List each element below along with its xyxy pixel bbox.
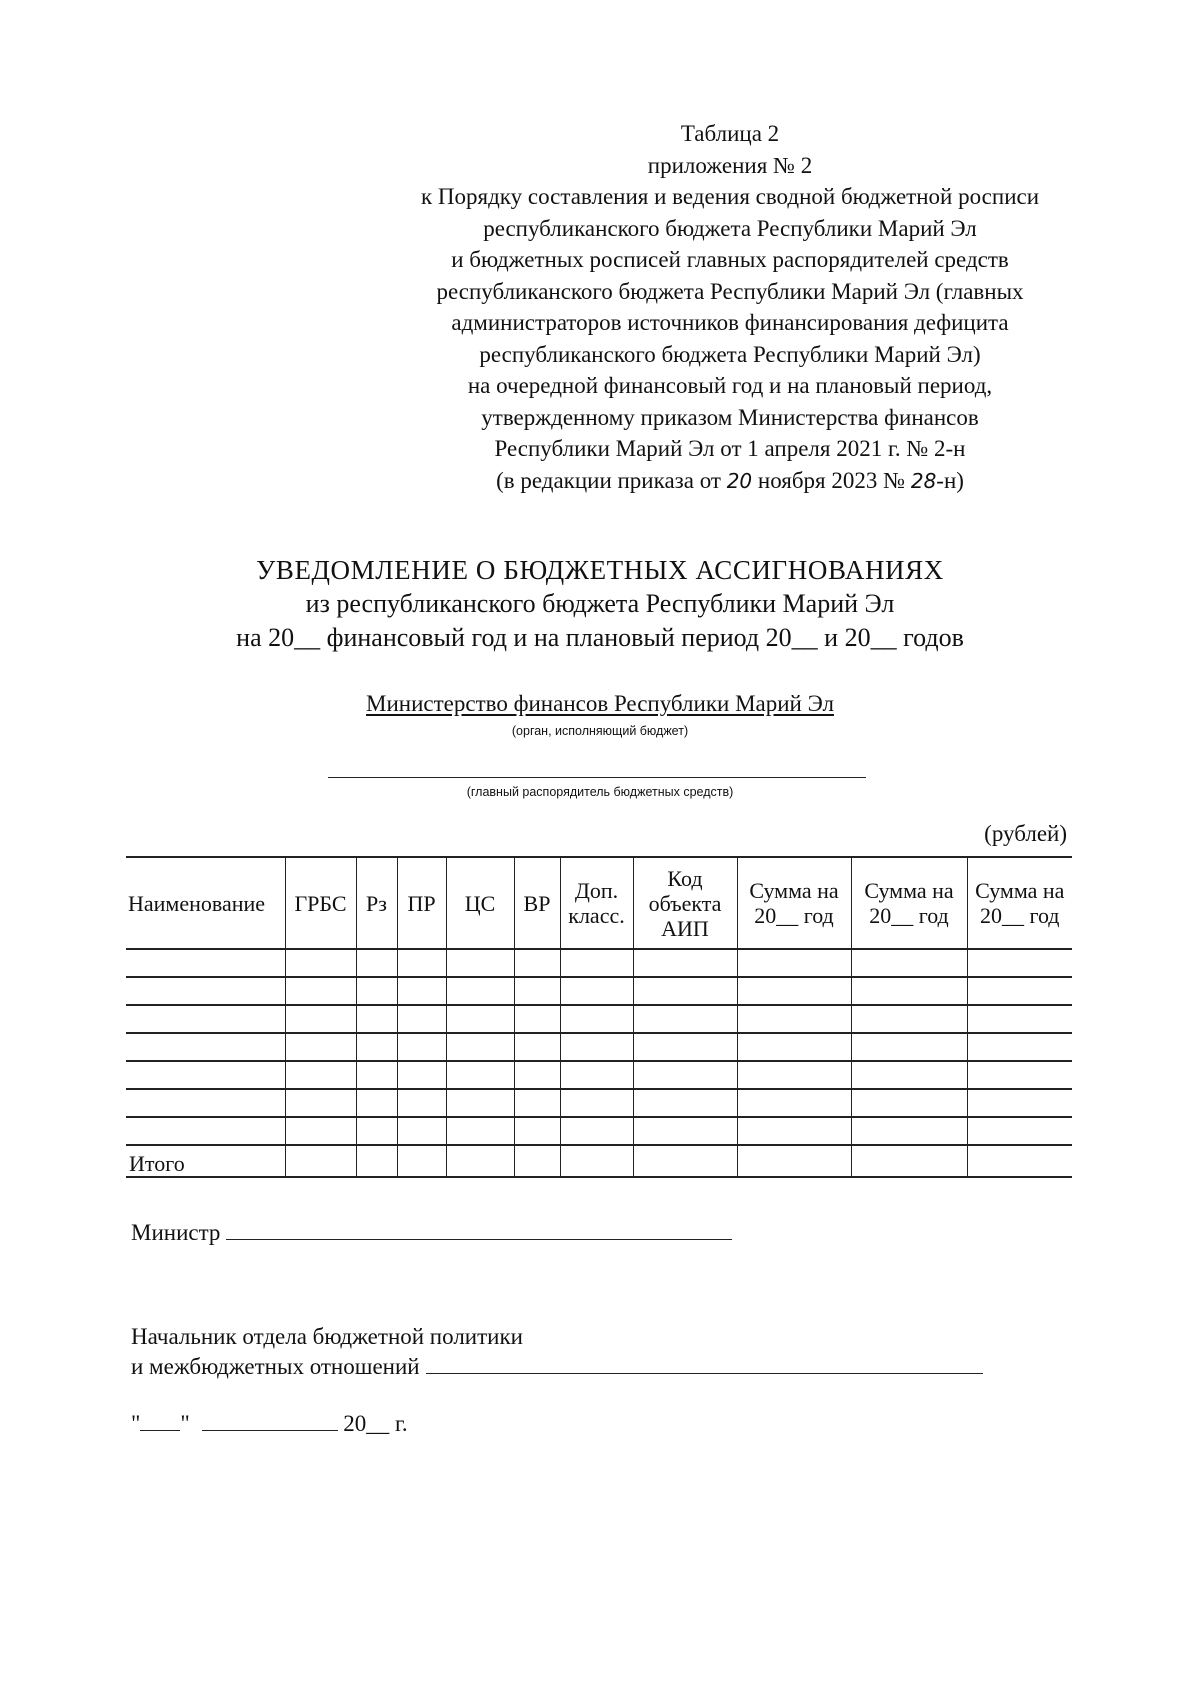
table-cell	[560, 1089, 633, 1117]
col-header-sum-1	[737, 857, 851, 949]
col-header-sum-2-l1: Сумма на	[864, 878, 954, 903]
table-cell	[851, 949, 967, 977]
table-cell	[446, 1033, 514, 1061]
col-header-sum-1-l2: 20__ год	[754, 903, 834, 928]
table-header-row	[126, 857, 1072, 949]
table-cell	[285, 1145, 356, 1177]
table-cell	[126, 1117, 285, 1145]
distributor-blank-line	[328, 777, 866, 778]
appendix-line: и бюджетных росписей главных распорядителей средств	[451, 247, 1009, 272]
table-cell	[851, 1061, 967, 1089]
table-cell	[967, 1145, 1072, 1177]
document-subtitle-line2: на 20__ финансовый год и на плановый период 20__ и 20__ годов	[236, 623, 964, 652]
table-row	[126, 1061, 1072, 1089]
head-title-line2: и межбюджетных отношений	[131, 1354, 420, 1379]
table-cell	[356, 1117, 397, 1145]
revision-note	[360, 465, 1100, 498]
table-cell	[967, 1117, 1072, 1145]
table-cell	[851, 977, 967, 1005]
col-header-rz: Рз	[356, 857, 397, 949]
appendix-line: приложения № 2	[647, 152, 813, 178]
table-cell	[356, 977, 397, 1005]
table-cell	[356, 1061, 397, 1089]
table-cell	[967, 1033, 1072, 1061]
table-cell	[560, 977, 633, 1005]
appendix-line: к Порядку составления и ведения сводной бюджетной росписи	[420, 184, 1040, 209]
table-cell	[851, 1117, 967, 1145]
appendix-line: республиканского бюджета Республики Марий Эл (главных	[436, 278, 1024, 304]
document-subtitle-line1: из республиканского бюджета Республики Марий Эл	[305, 589, 895, 618]
col-header-kod-l2: объекта	[648, 890, 722, 916]
table-cell	[126, 1005, 285, 1033]
handwritten-number: 28	[910, 468, 937, 493]
appendix-header	[360, 118, 1100, 497]
organization-name	[300, 690, 900, 718]
table-cell	[126, 977, 285, 1005]
col-header-dop	[560, 857, 633, 949]
col-header-sum-2-l2: 20__ год	[869, 903, 949, 928]
table-cell	[285, 1117, 356, 1145]
table-cell	[967, 1061, 1072, 1089]
table-cell	[285, 1061, 356, 1089]
col-header-dop-l1: Доп.	[574, 878, 619, 903]
table-cell	[967, 1089, 1072, 1117]
table-cell	[737, 949, 851, 977]
date-month-blank	[202, 1429, 338, 1431]
table-cell	[446, 977, 514, 1005]
table-cell	[633, 1145, 737, 1177]
table-cell	[633, 977, 737, 1005]
col-header-grbs: ГРБС	[285, 857, 356, 949]
table-cell	[851, 1033, 967, 1061]
col-header-sum-2	[851, 857, 967, 949]
table-cell	[633, 1089, 737, 1117]
table-cell	[851, 1005, 967, 1033]
table-cell	[514, 1033, 560, 1061]
date-close-quote: "	[180, 1411, 190, 1436]
table-row	[126, 1033, 1072, 1061]
col-header-sum-3-l2: 20__ год	[979, 903, 1060, 928]
table-cell	[560, 1117, 633, 1145]
col-header-dop-l2: класс.	[568, 903, 625, 928]
document-title-block	[150, 553, 1050, 655]
table-cell	[446, 1145, 514, 1177]
minister-signature-blank	[226, 1238, 732, 1240]
table-cell	[560, 1145, 633, 1177]
col-header-sum-1-l1: Сумма на	[749, 878, 839, 903]
col-header-kod-l3: АИП	[661, 915, 709, 941]
table-cell	[446, 1061, 514, 1089]
appendix-line: республиканского бюджета Республики Марий Эл	[483, 215, 977, 241]
table-cell	[397, 1061, 446, 1089]
date-open-quote: "	[131, 1411, 141, 1436]
col-header-pr: ПР	[397, 857, 446, 949]
col-header-vr: ВР	[514, 857, 560, 949]
table-cell	[397, 1089, 446, 1117]
col-header-kod	[633, 857, 737, 949]
col-header-kod-l1: Код	[667, 865, 703, 891]
table-cell	[285, 1005, 356, 1033]
table-cell	[514, 1061, 560, 1089]
table-cell	[737, 1089, 851, 1117]
table-cell	[633, 1061, 737, 1089]
distributor-caption: (главный распорядитель бюджетных средств)	[466, 785, 734, 799]
handwritten-day: 20	[726, 468, 753, 493]
table-cell	[560, 1061, 633, 1089]
table-cell	[397, 1033, 446, 1061]
table-cell	[560, 1033, 633, 1061]
table-body	[126, 949, 1072, 1177]
table-cell	[851, 1089, 967, 1117]
revision-suffix: -н)	[936, 467, 964, 493]
appendix-line: на очередной финансовый год и на плановый период,	[467, 373, 993, 398]
total-label: Итого	[126, 1145, 285, 1177]
table-cell	[737, 1145, 851, 1177]
table-cell	[446, 1117, 514, 1145]
table-cell	[446, 1089, 514, 1117]
total-row	[126, 1145, 1072, 1177]
table-cell	[285, 949, 356, 977]
col-header-sum-3-l1: Сумма на	[975, 878, 1065, 903]
table-cell	[356, 1089, 397, 1117]
table-row	[126, 1005, 1072, 1033]
table-cell	[737, 1117, 851, 1145]
table-cell	[126, 1061, 285, 1089]
table-cell	[737, 1061, 851, 1089]
table-cell	[514, 1089, 560, 1117]
table-row	[126, 977, 1072, 1005]
table-cell	[967, 949, 1072, 977]
col-header-cs: ЦС	[446, 857, 514, 949]
date-line	[131, 1409, 408, 1439]
table-cell	[514, 1117, 560, 1145]
table-cell	[737, 1005, 851, 1033]
appendix-line: утвержденному приказом Министерства финансов	[481, 404, 979, 430]
table-cell	[446, 1005, 514, 1033]
table-cell	[126, 1089, 285, 1117]
table-cell	[397, 1005, 446, 1033]
table-cell	[633, 1033, 737, 1061]
head-signature-line	[131, 1352, 983, 1382]
revision-prefix: (в редакции приказа от	[496, 467, 727, 493]
table-cell	[285, 1033, 356, 1061]
minister-label: Министр	[131, 1220, 221, 1245]
table-cell	[633, 1117, 737, 1145]
table-cell	[514, 977, 560, 1005]
date-year: 20__ г.	[343, 1411, 408, 1436]
organization-name-text: Министерство финансов Республики Марий Эл	[366, 691, 834, 716]
table-row	[126, 1089, 1072, 1117]
col-header-name: Наименование	[126, 857, 285, 949]
table-cell	[560, 1005, 633, 1033]
appendix-line: Таблица 2	[680, 121, 780, 146]
table-cell	[397, 1117, 446, 1145]
table-cell	[356, 1145, 397, 1177]
head-title-line1: Начальник отдела бюджетной политики	[131, 1324, 523, 1349]
table-cell	[514, 1005, 560, 1033]
table-cell	[397, 977, 446, 1005]
table-cell	[633, 949, 737, 977]
col-header-sum-3	[967, 857, 1072, 949]
table-cell	[633, 1005, 737, 1033]
appendix-line: республиканского бюджета Республики Марий Эл)	[479, 341, 981, 367]
table-cell	[356, 1033, 397, 1061]
assignments-table-wrap	[126, 856, 1072, 1178]
table-cell	[514, 949, 560, 977]
appendix-line: администраторов источников финансирования дефицита	[451, 310, 1009, 335]
table-cell	[967, 977, 1072, 1005]
table-row	[126, 949, 1072, 977]
table-cell	[356, 1005, 397, 1033]
appendix-line: Республики Марий Эл от 1 апреля 2021 г. № 2-н	[494, 436, 966, 461]
table-cell	[737, 1033, 851, 1061]
table-cell	[967, 1005, 1072, 1033]
table-cell	[285, 1089, 356, 1117]
table-cell	[126, 949, 285, 977]
table-cell	[356, 949, 397, 977]
organization-caption: (орган, исполняющий бюджет)	[511, 724, 689, 738]
table-cell	[560, 949, 633, 977]
assignments-table	[126, 856, 1072, 1178]
minister-signature-line	[131, 1218, 732, 1248]
revision-middle: ноября 2023 №	[752, 467, 911, 493]
table-cell	[851, 1145, 967, 1177]
currency-unit: (рублей)	[984, 821, 1067, 846]
table-cell	[514, 1145, 560, 1177]
date-day-blank	[140, 1429, 180, 1431]
document-title: УВЕДОМЛЕНИЕ О БЮДЖЕТНЫХ АССИГНОВАНИЯХ	[256, 555, 944, 585]
table-cell	[285, 977, 356, 1005]
table-cell	[446, 949, 514, 977]
table-cell	[126, 1033, 285, 1061]
head-signature-blank	[426, 1372, 983, 1374]
table-cell	[737, 977, 851, 1005]
table-cell	[397, 949, 446, 977]
table-cell	[397, 1145, 446, 1177]
table-row	[126, 1117, 1072, 1145]
